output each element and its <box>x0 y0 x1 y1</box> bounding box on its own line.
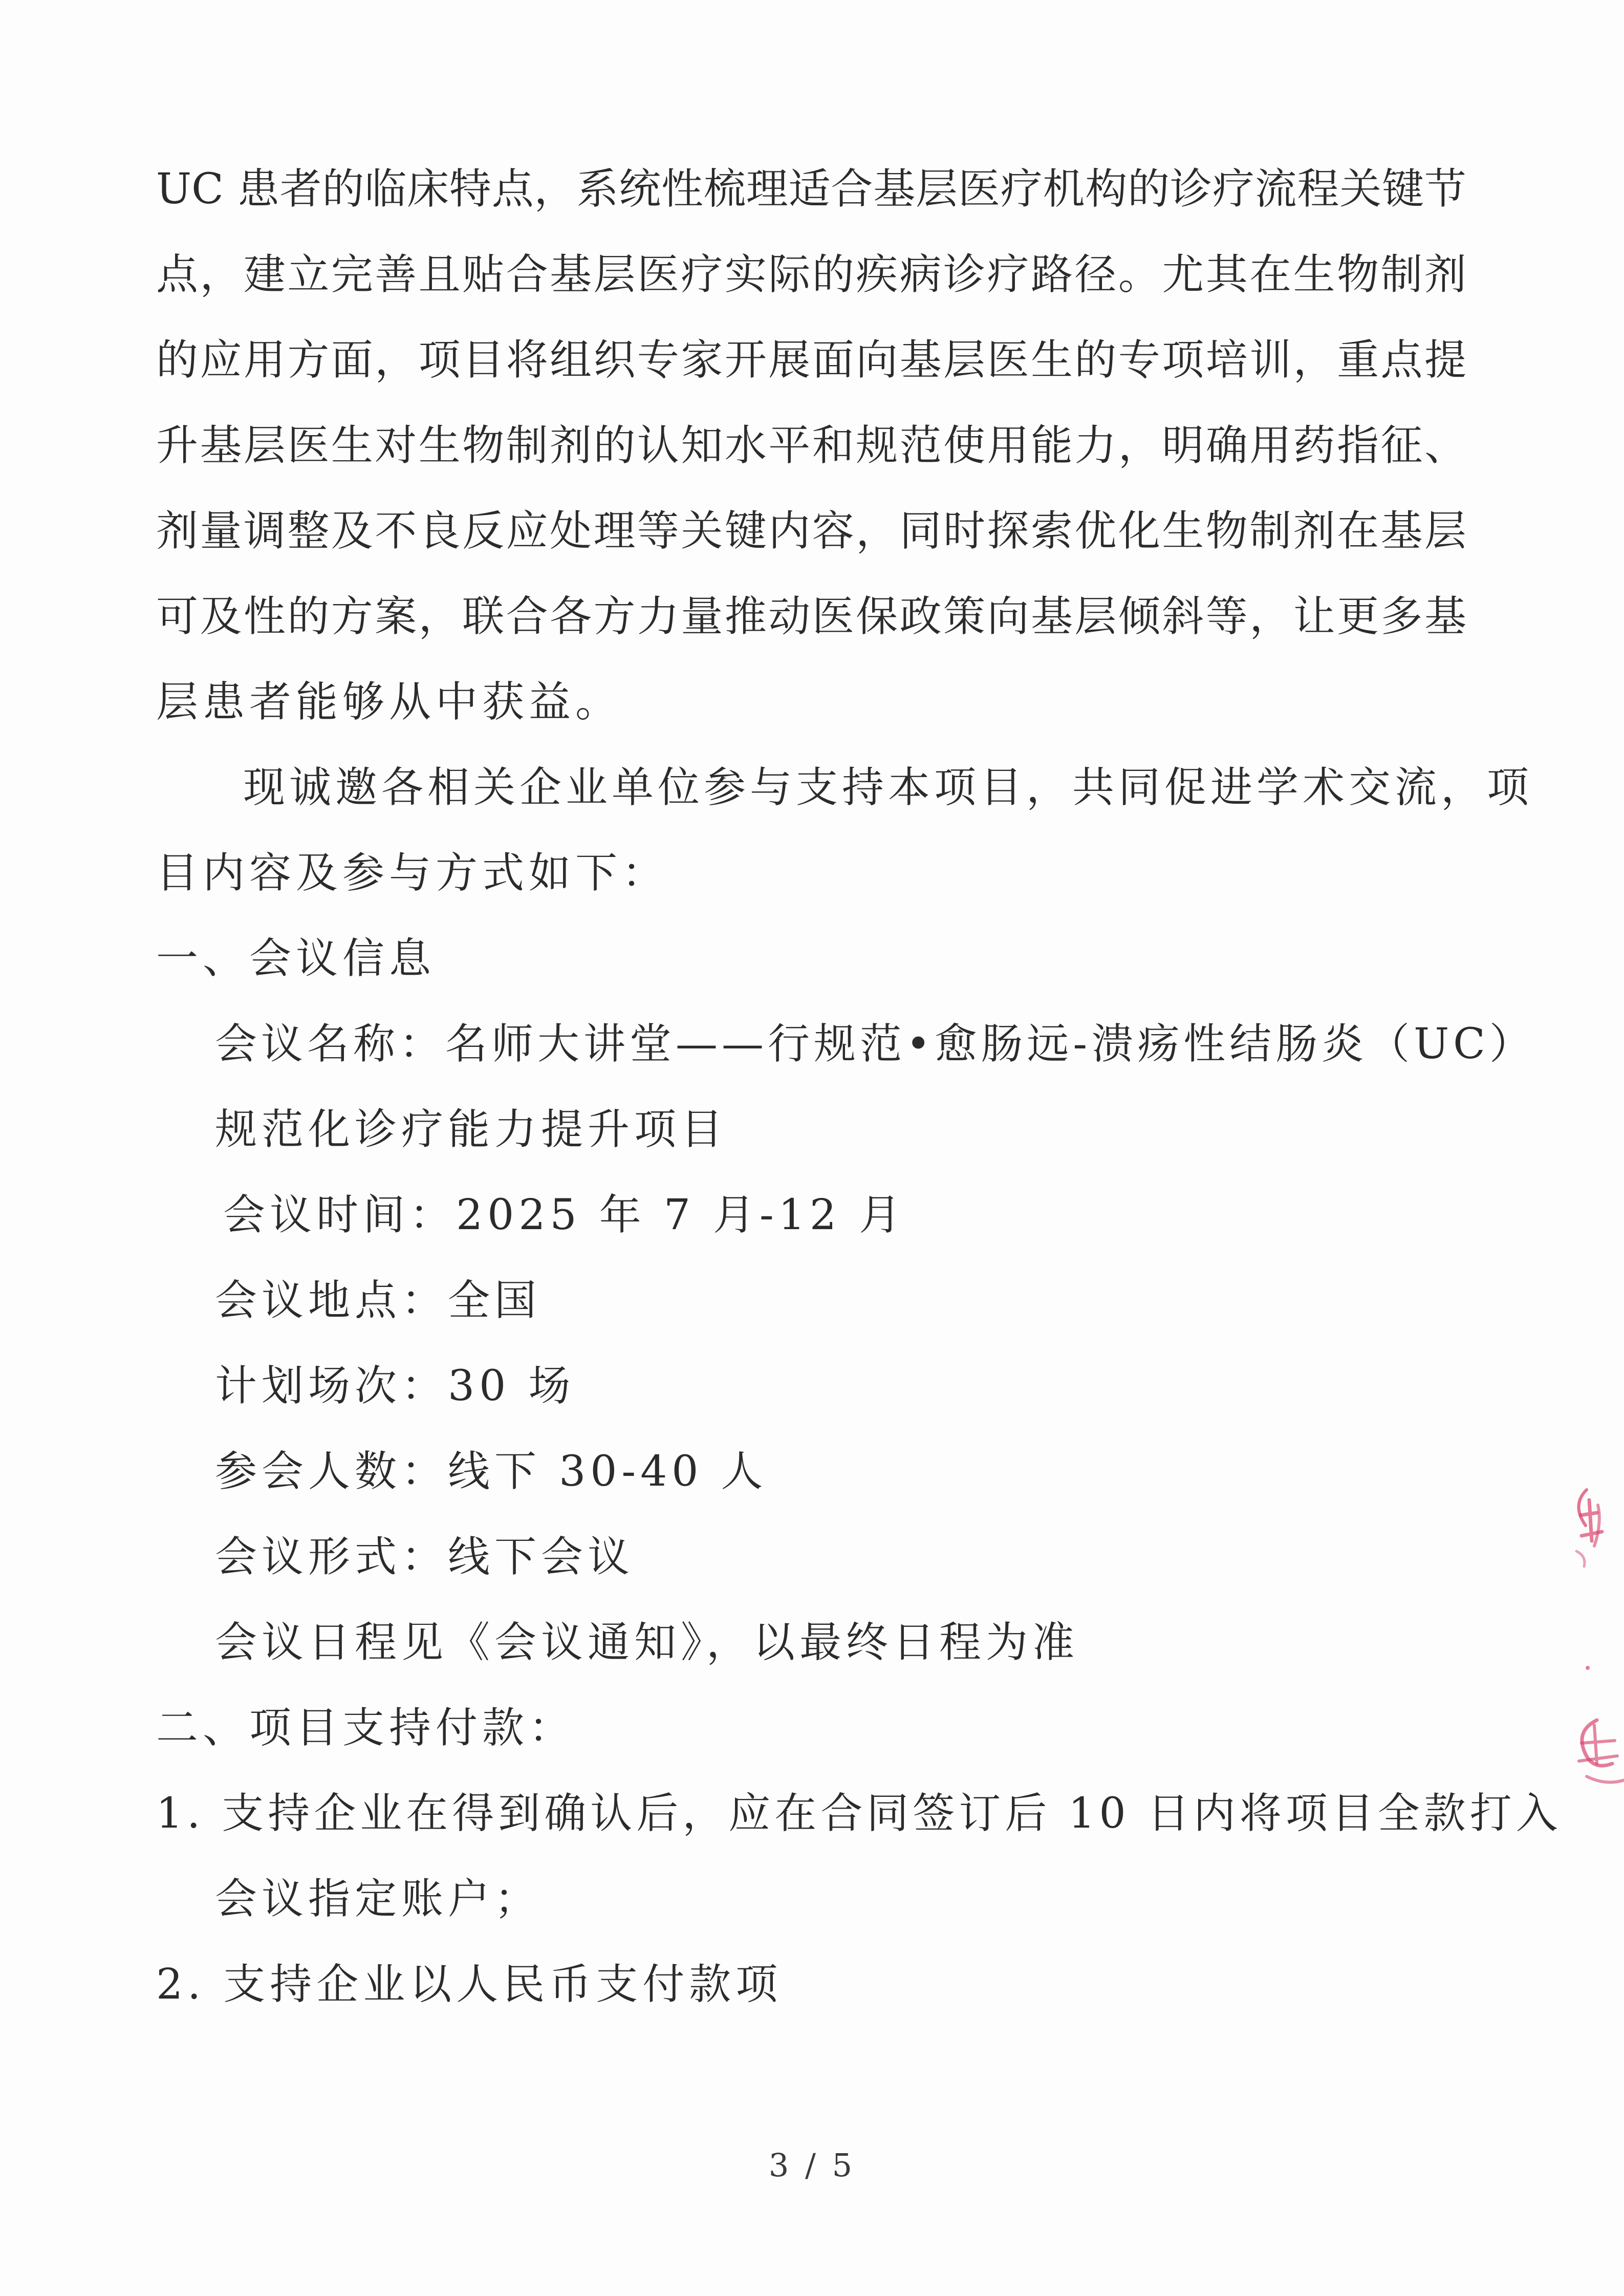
meeting-time: 会议时间：2025 年 7 月-12 月 <box>223 1191 906 1239</box>
paragraph-1-line-6: 可及性的方案，联合各方力量推动医保政策向基层倾斜等，让更多基 <box>156 592 1466 641</box>
meeting-location: 会议地点：全国 <box>215 1276 542 1325</box>
paragraph-2-line-1: 现诚邀各相关企业单位参与支持本项目，共同促进学术交流，项 <box>243 763 1533 812</box>
attendee-count: 参会人数：线下 30-40 人 <box>215 1447 768 1496</box>
meeting-format: 会议形式：线下会议 <box>215 1533 635 1581</box>
payment-item-2: 2. 支持企业以人民币支付款项 <box>156 1960 783 2009</box>
planned-sessions: 计划场次：30 场 <box>215 1362 575 1410</box>
meeting-name-line-1: 会议名称：名师大讲堂——行规范•愈肠远-溃疡性结肠炎（UC） <box>215 1020 1535 1068</box>
section-1-heading: 一、会议信息 <box>156 934 436 983</box>
paragraph-1-line-4: 升基层医生对生物制剂的认知水平和规范使用能力，明确用药指征、 <box>156 421 1466 470</box>
schedule-note: 会议日程见《会议通知》，以最终日程为准 <box>215 1618 1079 1667</box>
meeting-name-line-2: 规范化诊疗能力提升项目 <box>215 1105 728 1154</box>
paragraph-1-line-5: 剂量调整及不良反应处理等关键内容，同时探索优化生物制剂在基层 <box>156 507 1466 555</box>
section-2-heading: 二、项目支持付款： <box>156 1704 576 1752</box>
paragraph-1-line-3: 的应用方面，项目将组织专家开展面向基层医生的专项培训，重点提 <box>156 336 1466 384</box>
paragraph-1-line-7: 层患者能够从中获益。 <box>156 678 622 726</box>
paragraph-2-line-2: 目内容及参与方式如下： <box>156 849 669 897</box>
payment-item-1-line-1: 1. 支持企业在得到确认后，应在合同签订后 10 日内将项目全款打入 <box>156 1789 1562 1838</box>
page-number: 3 / 5 <box>768 2147 856 2184</box>
official-seal-stamp <box>1566 1485 1624 1822</box>
paragraph-1-line-2: 点，建立完善且贴合基层医疗实际的疾病诊疗路径。尤其在生物制剂 <box>156 250 1466 299</box>
payment-item-1-line-2: 会议指定账户； <box>215 1875 542 1923</box>
paragraph-1-line-1: UC 患者的临床特点，系统性梳理适合基层医疗机构的诊疗流程关键节 <box>156 165 1466 213</box>
